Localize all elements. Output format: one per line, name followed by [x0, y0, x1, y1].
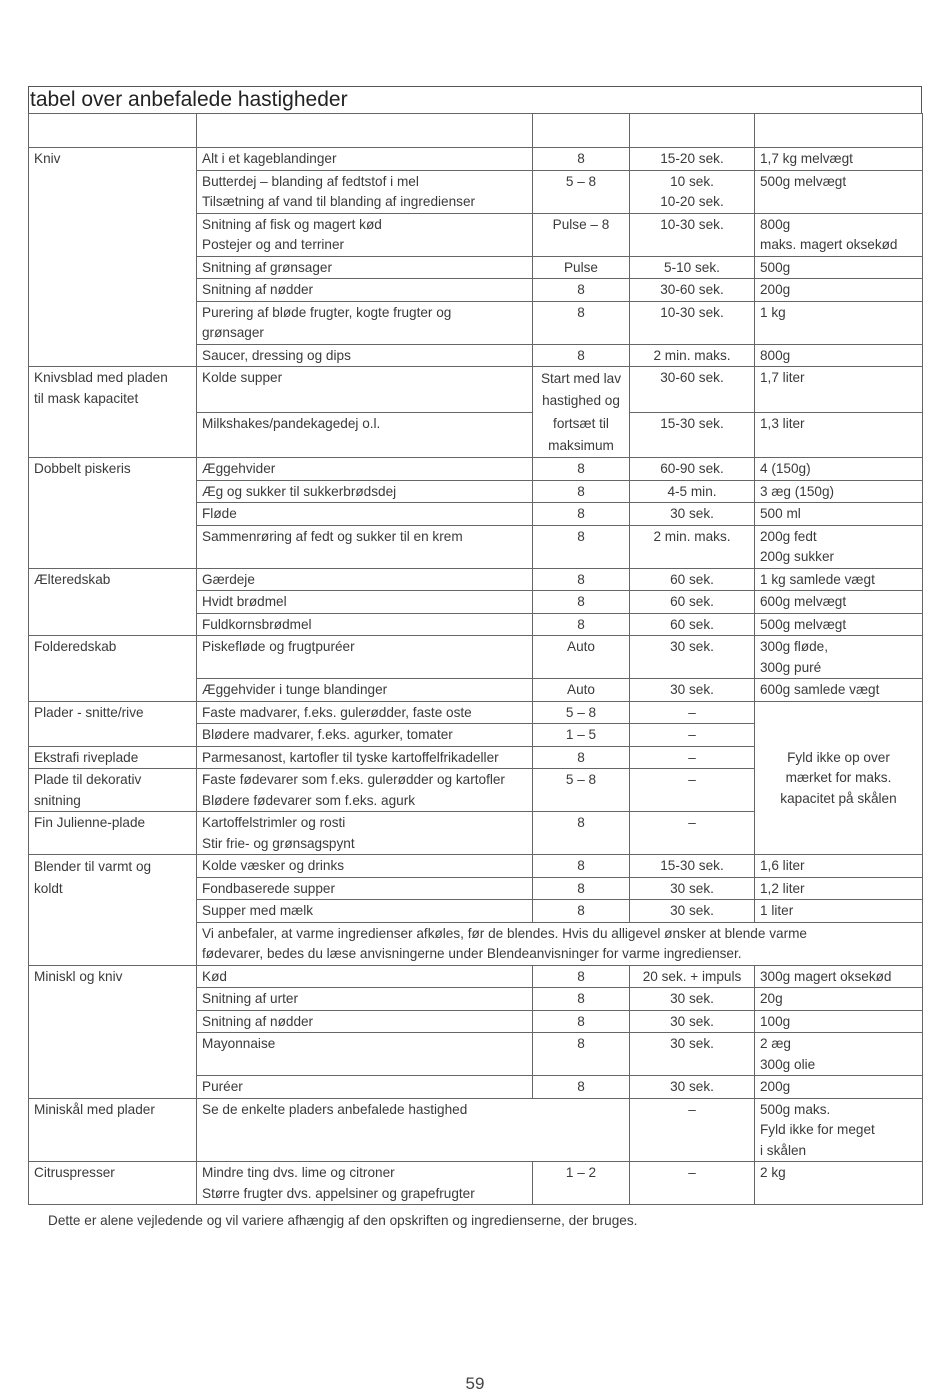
application-cell: Supper med mælk	[197, 900, 533, 923]
application-cell: Æggehvider i tunge blandinger	[197, 679, 533, 702]
time-cell: 30-60 sek.	[630, 367, 755, 413]
time-cell: 30 sek.	[630, 900, 755, 923]
max-cell: 200g	[755, 279, 923, 302]
time-cell: –	[630, 724, 755, 747]
table-row	[29, 701, 923, 724]
time-cell: 60 sek.	[630, 568, 755, 591]
application-cell: Fuldkornsbrødmel	[197, 613, 533, 636]
time-cell: –	[630, 812, 755, 855]
speed-cell: 8	[533, 877, 630, 900]
speed-cell: Pulse	[533, 256, 630, 279]
speed-cell: 8	[533, 855, 630, 878]
speed-cell: 8	[533, 148, 630, 171]
max-cell: 500 ml	[755, 503, 923, 526]
header-cell	[197, 114, 533, 148]
speed-cell: 8	[533, 613, 630, 636]
time-cell: 5-10 sek.	[630, 256, 755, 279]
time-cell: 10-30 sek.	[630, 213, 755, 256]
tool-cell: Miniskål med plader	[29, 1098, 197, 1162]
max-cell: 800g	[755, 344, 923, 367]
application-cell: Sammenrøring af fedt og sukker til en krem	[197, 525, 533, 568]
time-cell: 15-30 sek.	[630, 855, 755, 878]
table-row	[29, 458, 923, 481]
table-row	[29, 568, 923, 591]
page-number: 59	[465, 1374, 485, 1393]
table-row	[29, 148, 923, 171]
header-cell	[630, 114, 755, 148]
application-cell: Mayonnaise	[197, 1033, 533, 1076]
time-cell: 4-5 min.	[630, 480, 755, 503]
speed-cell: 8	[533, 279, 630, 302]
speed-cell: 1 – 2	[533, 1162, 630, 1205]
time-cell: 30-60 sek.	[630, 279, 755, 302]
max-cell: 200g	[755, 1076, 923, 1099]
speed-table	[28, 113, 923, 1205]
max-cell: 2 æg 300g olie	[755, 1033, 923, 1076]
table-title: tabel over anbefalede hastigheder	[28, 86, 922, 113]
time-cell: 30 sek.	[630, 1033, 755, 1076]
tool-cell: Plader - snitte/rive	[29, 701, 197, 746]
header-cell	[755, 114, 923, 148]
tool-cell: Ekstrafi riveplade	[29, 746, 197, 769]
speed-table-container	[28, 86, 922, 1205]
application-cell: Snitning af grønsager	[197, 256, 533, 279]
time-cell: 15-20 sek.	[630, 148, 755, 171]
speed-cell: Start med lav hastighed og	[533, 367, 630, 413]
application-cell: Blødere madvarer, f.eks. agurker, tomater	[197, 724, 533, 747]
max-cell: 300g magert oksekød	[755, 965, 923, 988]
application-cell: Snitning af urter	[197, 988, 533, 1011]
application-cell: Kød	[197, 965, 533, 988]
time-cell: 30 sek.	[630, 636, 755, 679]
speed-cell: 8	[533, 988, 630, 1011]
max-cell: 1,6 liter	[755, 855, 923, 878]
time-cell: 30 sek.	[630, 988, 755, 1011]
application-cell: Hvidt brødmel	[197, 591, 533, 614]
max-cell: 200g fedt 200g sukker	[755, 525, 923, 568]
speed-cell: 8	[533, 965, 630, 988]
max-cell: 300g fløde, 300g puré	[755, 636, 923, 679]
speed-cell: 5 – 8	[533, 170, 630, 213]
time-cell: –	[630, 1098, 755, 1162]
table-row	[29, 965, 923, 988]
application-cell: Fondbaserede supper	[197, 877, 533, 900]
max-cell: 20g	[755, 988, 923, 1011]
application-cell: Fløde	[197, 503, 533, 526]
warm-ingredients-note: Vi anbefaler, at varme ingredienser afkøles, før de blendes. Hvis du alligevel ønsker at blende varme fødevarer, bedes du læse anvisningerne under Blendeanvisninger for varme ingredienser.	[197, 922, 923, 965]
max-cell: 600g melvægt	[755, 591, 923, 614]
table-row	[29, 636, 923, 679]
max-cell: 1,7 liter	[755, 367, 923, 413]
speed-cell: 1 – 5	[533, 724, 630, 747]
time-cell: 30 sek.	[630, 877, 755, 900]
time-cell: 30 sek.	[630, 679, 755, 702]
time-cell: –	[630, 701, 755, 724]
max-cell: 1 kg samlede vægt	[755, 568, 923, 591]
time-cell: 10 sek. 10-20 sek.	[630, 170, 755, 213]
application-cell: Kolde supper	[197, 367, 533, 413]
speed-cell: 8	[533, 301, 630, 344]
time-cell: –	[630, 769, 755, 812]
speed-cell: 5 – 8	[533, 769, 630, 812]
tool-cell: Knivsblad med pladen til mask kapacitet	[29, 367, 197, 458]
speed-cell: 8	[533, 503, 630, 526]
time-cell: –	[630, 746, 755, 769]
time-cell: –	[630, 1162, 755, 1205]
application-cell: Alt i et kageblandinger	[197, 148, 533, 171]
application-cell: Snitning af nødder	[197, 279, 533, 302]
table-header-row	[29, 114, 923, 148]
speed-cell: 8	[533, 591, 630, 614]
application-cell: Snitning af nødder	[197, 1010, 533, 1033]
time-cell: 60-90 sek.	[630, 458, 755, 481]
application-cell: Æg og sukker til sukkerbrødsdej	[197, 480, 533, 503]
time-cell: 60 sek.	[630, 613, 755, 636]
speed-cell: 8	[533, 900, 630, 923]
application-cell: Mindre ting dvs. lime og citroner Større frugter dvs. appelsiner og grapefrugter	[197, 1162, 533, 1205]
max-cell: 100g	[755, 1010, 923, 1033]
tool-cell: Citruspresser	[29, 1162, 197, 1205]
header-cell	[533, 114, 630, 148]
application-cell: Se de enkelte pladers anbefalede hastighed	[197, 1098, 630, 1162]
application-cell: Saucer, dressing og dips	[197, 344, 533, 367]
max-cell: 3 æg (150g)	[755, 480, 923, 503]
application-cell: Faste fødevarer som f.eks. gulerødder og kartofler Blødere fødevarer som f.eks. agurk	[197, 769, 533, 812]
application-cell: Purering af bløde frugter, kogte frugter og grønsager	[197, 301, 533, 344]
time-cell: 30 sek.	[630, 1076, 755, 1099]
tool-cell: Miniskl og kniv	[29, 965, 197, 1098]
speed-cell: 8	[533, 746, 630, 769]
speed-cell: 8	[533, 480, 630, 503]
speed-cell: 8	[533, 1076, 630, 1099]
max-cell: 500g	[755, 256, 923, 279]
tool-cell: Ælteredskab	[29, 568, 197, 636]
max-cell: 500g melvægt	[755, 170, 923, 213]
application-cell: Snitning af fisk og magert kød Postejer og and terriner	[197, 213, 533, 256]
speed-cell: 8	[533, 1033, 630, 1076]
max-cell: 1 liter	[755, 900, 923, 923]
speed-cell: 5 – 8	[533, 701, 630, 724]
application-cell: Kartoffelstrimler og rosti Stir frie- og grønsagspynt	[197, 812, 533, 855]
application-cell: Gærdeje	[197, 568, 533, 591]
max-cell: 1 kg	[755, 301, 923, 344]
speed-cell: Auto	[533, 636, 630, 679]
time-cell: 2 min. maks.	[630, 344, 755, 367]
tool-cell: Plade til dekorativ snitning	[29, 769, 197, 812]
time-cell: 2 min. maks.	[630, 525, 755, 568]
capacity-note-cell: Fyld ikke op over mærket for maks. kapacitet på skålen	[755, 701, 923, 855]
tool-cell: Blender til varmt og koldt	[29, 855, 197, 966]
speed-cell: 8	[533, 458, 630, 481]
table-row	[29, 1098, 923, 1162]
header-cell	[29, 114, 197, 148]
max-cell: 500g maks. Fyld ikke for meget i skålen	[755, 1098, 923, 1162]
table-row	[29, 1162, 923, 1205]
table-row	[29, 367, 923, 413]
speed-cell: 8	[533, 812, 630, 855]
max-cell: 1,7 kg melvægt	[755, 148, 923, 171]
application-cell: Piskefløde og frugtpuréer	[197, 636, 533, 679]
time-cell: 10-30 sek.	[630, 301, 755, 344]
tool-cell: Fin Julienne-plade	[29, 812, 197, 855]
time-cell: 30 sek.	[630, 1010, 755, 1033]
speed-cell: 8	[533, 568, 630, 591]
max-cell: 500g melvægt	[755, 613, 923, 636]
speed-cell: Auto	[533, 679, 630, 702]
application-cell: Butterdej – blanding af fedtstof i mel Tilsætning af vand til blanding af ingredienser	[197, 170, 533, 213]
application-cell: Kolde væsker og drinks	[197, 855, 533, 878]
speed-cell: 8	[533, 525, 630, 568]
tool-cell: Kniv	[29, 148, 197, 367]
speed-cell: 8	[533, 344, 630, 367]
time-cell: 30 sek.	[630, 503, 755, 526]
time-cell: 60 sek.	[630, 591, 755, 614]
application-cell: Parmesanost, kartofler til tyske kartoffelfrikadeller	[197, 746, 533, 769]
tool-cell: Dobbelt piskeris	[29, 458, 197, 569]
max-cell: 800g maks. magert oksekød	[755, 213, 923, 256]
speed-cell: Pulse – 8	[533, 213, 630, 256]
speed-cell: fortsæt til maksimum	[533, 412, 630, 458]
table-row	[29, 855, 923, 878]
footnote: Dette er alene vejledende og vil variere afhængig af den opskriften og ingredienserne, der bruges.	[48, 1213, 638, 1228]
application-cell: Milkshakes/pandekagedej o.l.	[197, 412, 533, 458]
time-cell: 20 sek. + impuls	[630, 965, 755, 988]
speed-cell: 8	[533, 1010, 630, 1033]
application-cell: Faste madvarer, f.eks. gulerødder, faste oste	[197, 701, 533, 724]
max-cell: 1,2 liter	[755, 877, 923, 900]
time-cell: 15-30 sek.	[630, 412, 755, 458]
max-cell: 1,3 liter	[755, 412, 923, 458]
application-cell: Puréer	[197, 1076, 533, 1099]
tool-cell: Folderedskab	[29, 636, 197, 702]
application-cell: Æggehvider	[197, 458, 533, 481]
max-cell: 600g samlede vægt	[755, 679, 923, 702]
max-cell: 2 kg	[755, 1162, 923, 1205]
max-cell: 4 (150g)	[755, 458, 923, 481]
